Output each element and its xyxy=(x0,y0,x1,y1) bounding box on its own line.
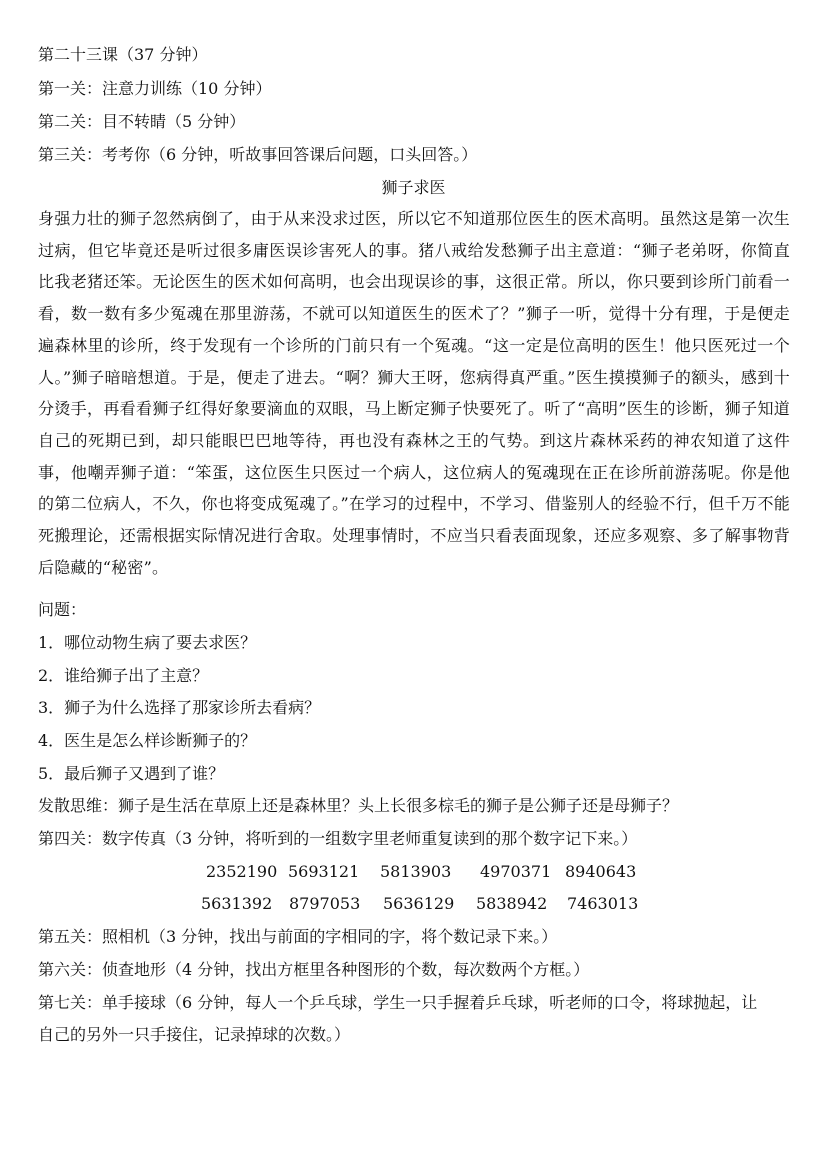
level2-line: 第二关：目不转睛（5 分钟） xyxy=(38,112,246,131)
divergent-thinking: 发散思维：狮子是生活在草原上还是森林里？头上长很多棕毛的狮子是公狮子还是母狮子？ xyxy=(38,796,679,815)
number-item: 8940643 xyxy=(565,862,637,881)
level6-line: 第六关：侦查地形（4 分钟，找出方框里各种图形的个数，每次数两个方框。） xyxy=(38,960,590,979)
number-item: 5693121 xyxy=(288,862,360,881)
lesson-title: 第二十三课（37 分钟） xyxy=(38,45,208,64)
number-item: 2352190 xyxy=(206,862,278,881)
number-item: 8797053 xyxy=(289,894,361,913)
question-item: 4．医生是怎么样诊断狮子的？ xyxy=(38,731,257,750)
question-item: 1．哪位动物生病了要去求医？ xyxy=(38,633,257,652)
level7-line: 第七关：单手接球（6 分钟，每人一个乒乓球，学生一只手握着乒乓球，听老师的口令，将球抛起，让 xyxy=(38,993,758,1012)
number-item: 5813903 xyxy=(380,862,452,881)
questions-heading: 问题： xyxy=(38,600,87,619)
question-item: 2．谁给狮子出了主意？ xyxy=(38,666,209,685)
level1-line: 第一关：注意力训练（10 分钟） xyxy=(38,79,272,98)
level7-line-continued: 自己的另外一只手接住，记录掉球的次数。） xyxy=(38,1025,351,1044)
number-item: 4970371 xyxy=(480,862,552,881)
number-item: 7463013 xyxy=(567,894,639,913)
story-title: 狮子求医 xyxy=(381,178,446,197)
number-item: 5838942 xyxy=(476,894,548,913)
level3-line: 第三关：考考你（6 分钟，听故事回答课后问题，口头回答。） xyxy=(38,145,478,164)
level5-line: 第五关：照相机（3 分钟，找出与前面的字相同的字，将个数记录下来。） xyxy=(38,927,558,946)
level4-line: 第四关：数字传真（3 分钟，将听到的一组数字里老师重复读到的那个数字记下来。） xyxy=(38,829,638,848)
question-item: 5．最后狮子又遇到了谁？ xyxy=(38,764,225,783)
story-body: 身强力壮的狮子忽然病倒了，由于从来没求过医，所以它不知道那位医生的医术高明。虽然这是第一次生过病，但它毕竟还是听过很多庸医误诊害死人的事。猪八戒给发愁狮子出主意道：“狮子老弟呀，你简直比我老猪还笨。无论医生的医术如何高明，也会出现误诊的事，这很正常。所以，你只要到诊所门前看一看，数一数有多少冤魂在那里游荡，不就可以知道医生的医术了？”狮子一听，觉得十分有理，于是便走遍森林里的诊所，终于发现有一个诊所的门前只有一个冤魂。“这一定是位高明的医生！他只医死过一个人。”狮子暗暗想道。于是，便走了进去。“啊？狮大王呀，您病得真严重。”医生摸摸狮子的额头，感到十分烫手，再看看狮子红得好象要滴血的双眼，马上断定狮子快要死了。听了“高明”医生的诊断，狮子知道自己的死期已到，却只能眼巴巴地等待，再也没有森林之王的气势。到这片森林采药的神农知道了这件事，他嘲弄狮子道：“笨蛋，这位医生只医过一个病人，这位病人的冤魂现在正在诊所前游荡呢。你是他的第二位病人，不久，你也将变成冤魂了。”在学习的过程中，不学习、借鉴别人的经验不行，但千万不能死搬理论，还需根据实际情况进行舍取。处理事情时，不应当只看表面现象，还应多观察、多了解事物背后隐藏的“秘密”。 xyxy=(38,209,790,577)
number-item: 5636129 xyxy=(383,894,455,913)
number-item: 5631392 xyxy=(201,894,273,913)
question-item: 3．狮子为什么选择了那家诊所去看病？ xyxy=(38,698,321,717)
